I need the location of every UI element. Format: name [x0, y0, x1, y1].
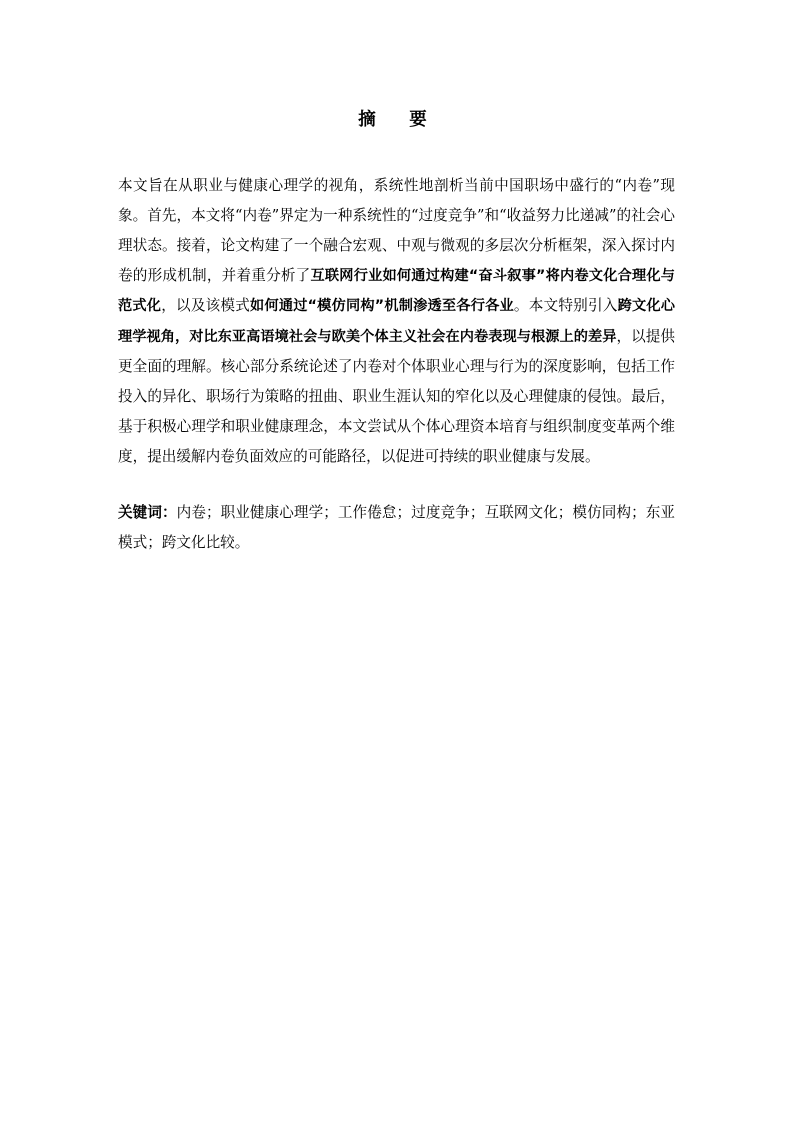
abstract-emphasis: 互联网行业如何通过构建“奋斗叙事”将内卷文化合理化与范式化: [118, 268, 675, 315]
keywords-label: 关键词：: [118, 504, 177, 522]
abstract-emphasis: 如何通过“模仿同构”机制渗透至各行各业: [250, 298, 514, 315]
page-title: 摘 要: [358, 110, 435, 130]
keywords-line: [118, 498, 675, 558]
abstract-paragraph: [118, 171, 675, 472]
keywords-value: 内卷；职业健康心理学；工作倦怠；过度竞争；互联网文化；模仿同构；东亚模式；跨文化比较。: [118, 504, 675, 552]
abstract-text: 本文旨在从职业与健康心理学的视角，系统性地剖析当前中国职场中盛行的“内卷”现象。首先，本文将“内卷”界定为一种系统性的“过度竞争”和“收益努力比递减”的社会心理状态。接着，论文构建了一个融合宏观、中观与微观的多层次分析框架，深入探讨内卷的形成机制，并着重分析了: [118, 177, 675, 285]
abstract-text: ，以提供更全面的理解。核心部分系统论述了内卷对个体职业心理与行为的深度影响，包括工作投入的异化、职场行为策略的扭曲、职业生涯认知的窄化以及心理健康的侵蚀。最后，基于积极心理学和职业健康理念，本文尝试从个体心理资本培育与组织制度变革两个维度，提出缓解内卷负面效应的可能路径，以促进可持续的职业健康与发展。: [118, 327, 675, 466]
abstract-text: ，以及该模式: [161, 297, 251, 315]
abstract-text: 。本文特别引入: [513, 297, 618, 315]
abstract-emphasis: 跨文化心理学视角，对比东亚高语境社会与欧美个体主义社会在内卷表现与根源上的差异: [118, 298, 675, 345]
